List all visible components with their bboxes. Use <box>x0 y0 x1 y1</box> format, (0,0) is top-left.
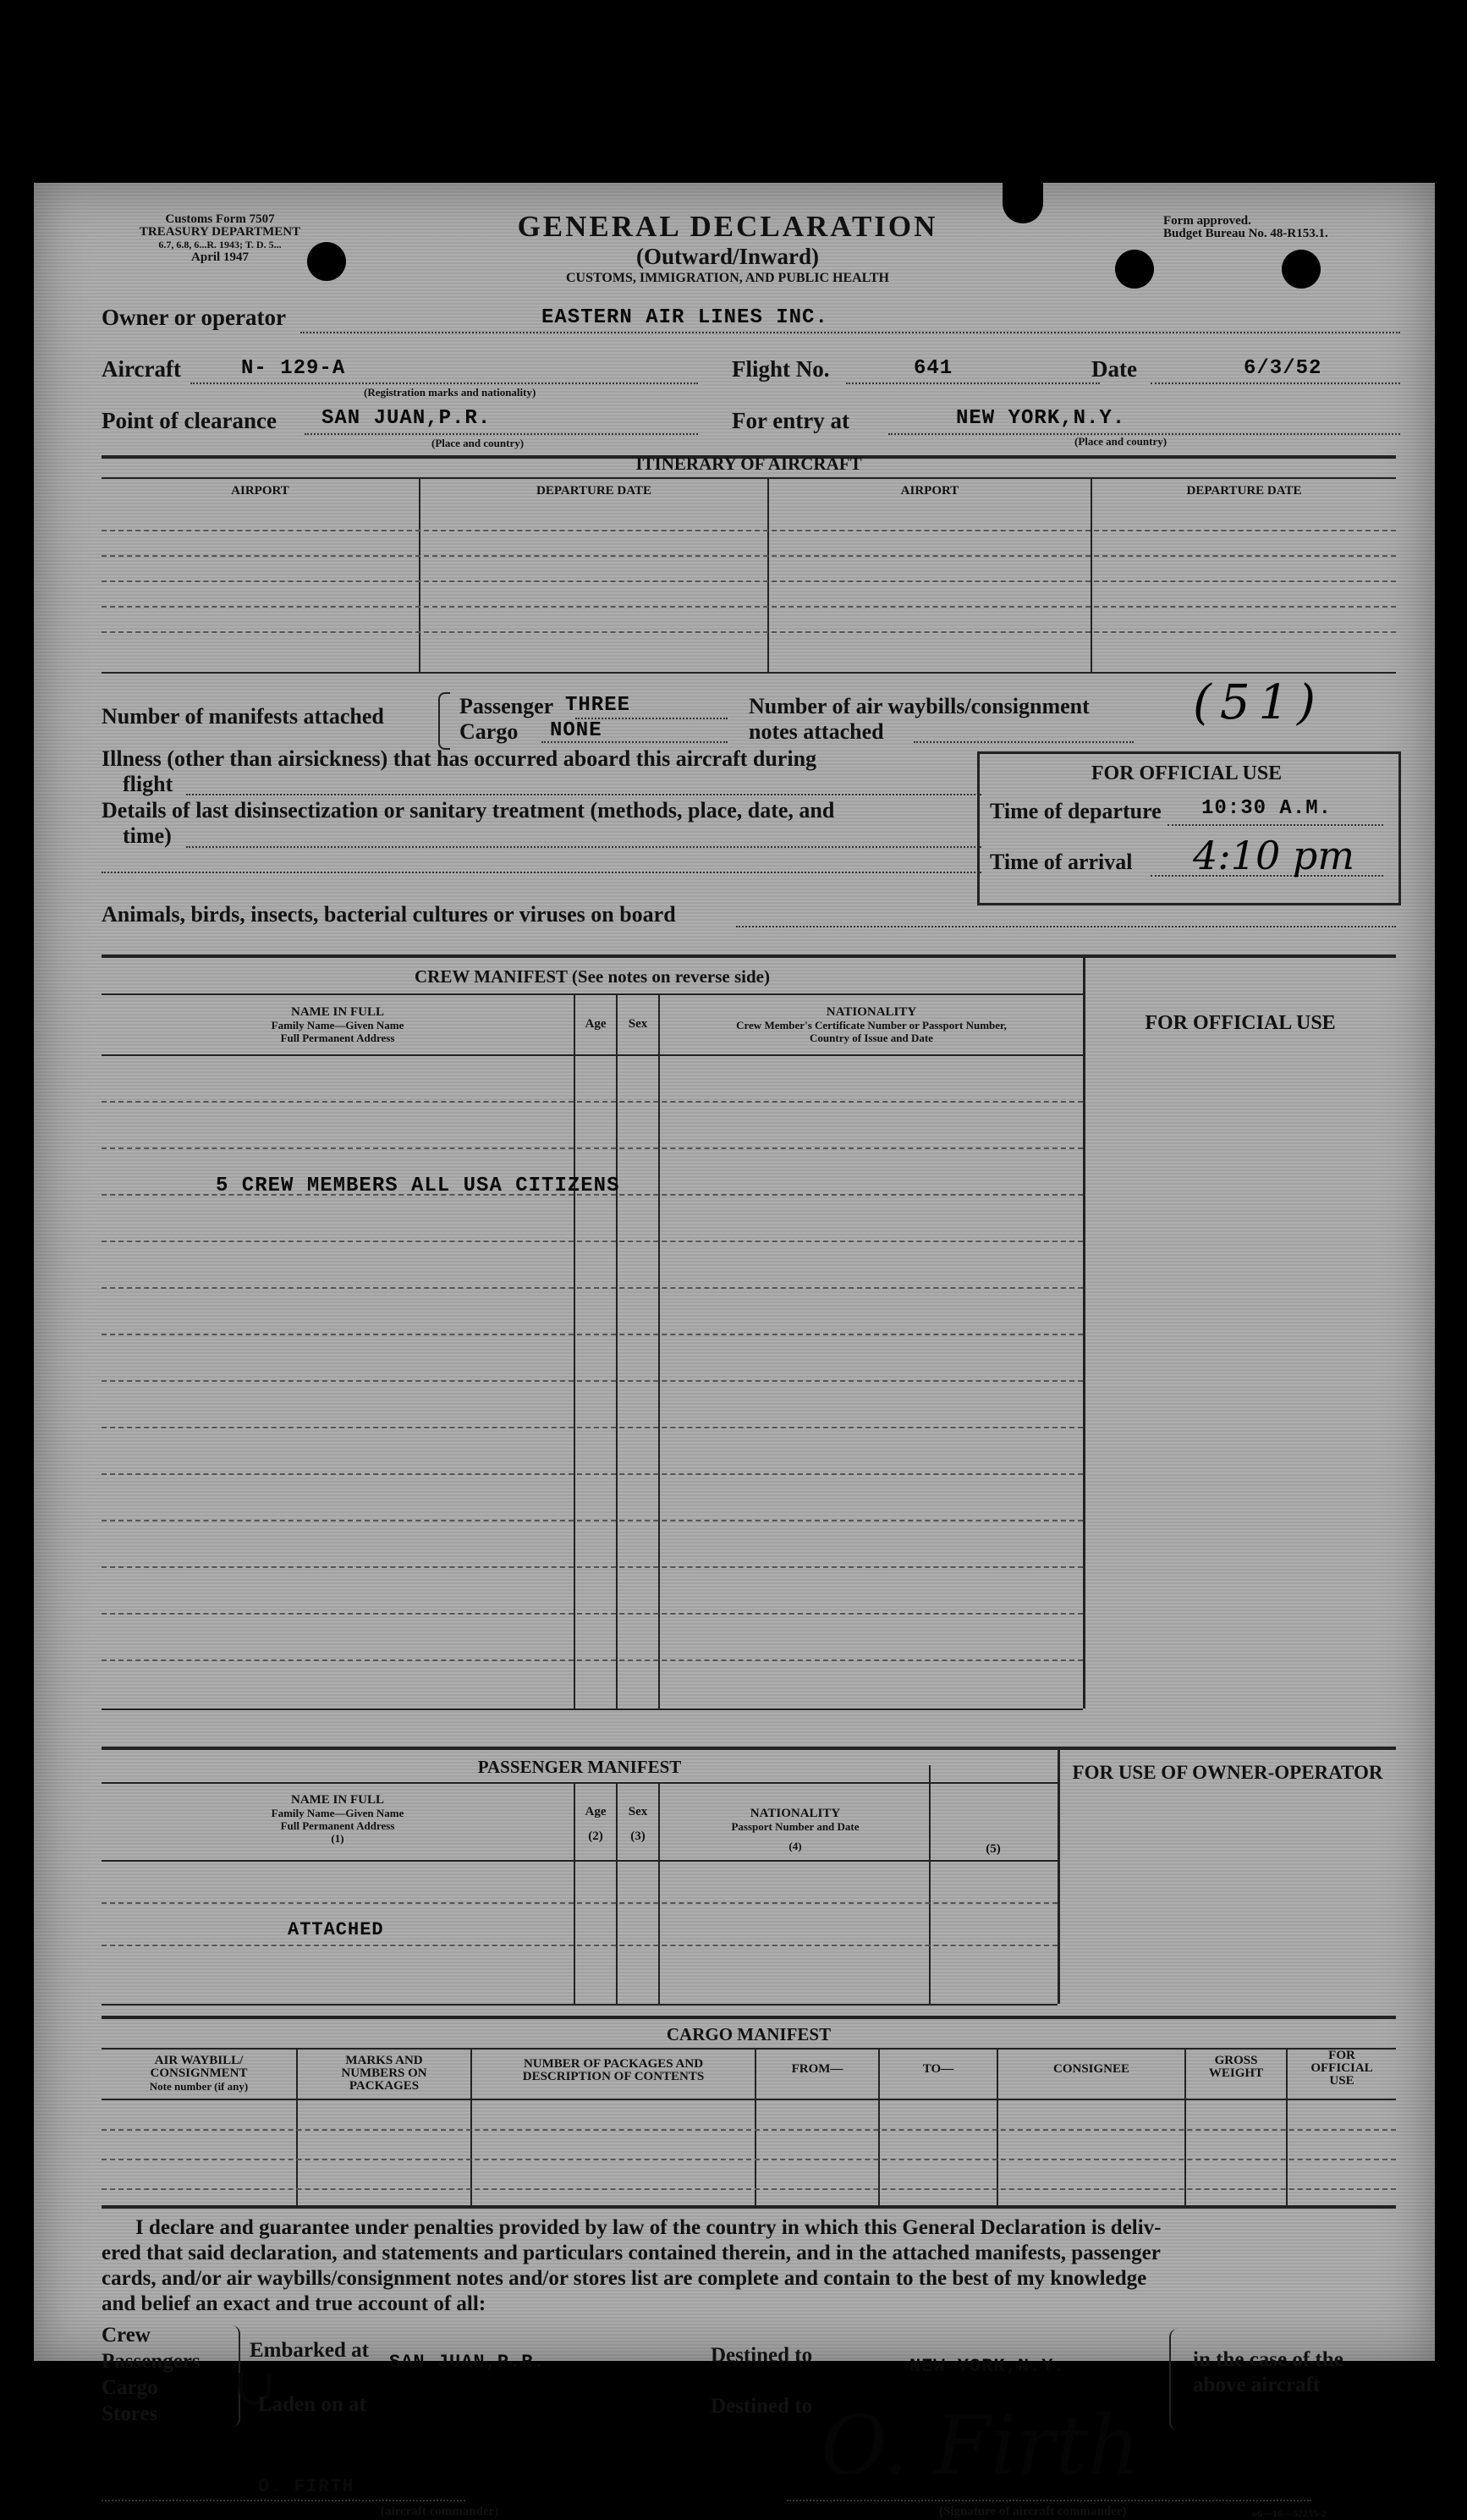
commander-note: (aircraft commander) <box>381 2505 499 2518</box>
embarked-label: Embarked at <box>250 2339 369 2362</box>
cargo-label: Cargo <box>459 719 519 744</box>
passenger-col-age: Age (2) <box>585 1805 607 1843</box>
print-code: o6—16—52255-2 <box>1252 2507 1327 2519</box>
aircraft-label: Aircraft <box>102 356 181 382</box>
itinerary-col-departure-2: DEPARTURE DATE <box>1186 484 1302 498</box>
arrival-label: Time of arrival <box>990 850 1133 874</box>
form-approval: Form approved. Budget Bureau No. 48-R153.1. <box>1163 214 1328 240</box>
cargo-col-marks: MARKS AND NUMBERS ON PACKAGES <box>341 2054 427 2093</box>
crew-col-age: Age <box>585 1017 607 1031</box>
entry-note: (Place and country) <box>1074 435 1168 448</box>
flight-label: Flight No. <box>732 356 830 382</box>
declaration-text: I declare and guarantee under penalties provided by law of the country in which this General Declaration is deliv- ered that said declaration, and statements and particulars contained therein, and in the attached manifests, passenger cards, and/or air waybills/consignment notes and/or stores list are complete and contain to the best of my knowledge and belief an exact and true account of all: <box>102 2216 1162 2315</box>
cargo-col-packages: NUMBER OF PACKAGES AND DESCRIPTION OF CONTENTS <box>522 2057 705 2083</box>
crew-col-nationality: NATIONALITY Crew Member's Certificate Number or Passport Number, Country of Issue and Date <box>736 1005 1007 1044</box>
arrival-value: 4:10 pm <box>1193 833 1354 878</box>
waybills-label: Number of air waybills/consignment <box>749 694 1090 718</box>
declaration-list: Crew Passengers Cargo Stores <box>102 2324 201 2425</box>
destined-label-1: Destined to <box>711 2344 813 2367</box>
case-label: in the case of the above aircraft <box>1193 2348 1343 2396</box>
cargo-value: NONE <box>550 719 602 742</box>
list-check-mark: ∪ <box>234 2358 277 2417</box>
waybills-label-2: notes attached <box>749 719 884 744</box>
aircraft-value: N- 129-A <box>241 357 346 380</box>
cargo-col-to: TO— <box>922 2062 954 2076</box>
waybills-value: (51) <box>1193 675 1324 730</box>
passenger-entry: ATTACHED <box>288 1919 384 1940</box>
commander-name: O. FIRTH <box>258 2476 354 2497</box>
itinerary-col-airport-2: AIRPORT <box>900 484 959 498</box>
entry-label: For entry at <box>732 408 849 433</box>
cargo-manifest-title: CARGO MANIFEST <box>666 2024 832 2044</box>
crew-entry: 5 CREW MEMBERS ALL USA CITIZENS <box>216 1175 620 1197</box>
animals-label: Animals, birds, insects, bacterial cultures or viruses on board <box>102 902 676 927</box>
punch-hole <box>1282 250 1321 289</box>
crew-col-name: NAME IN FULL Family Name—Given Name Full Permanent Address <box>271 1005 404 1044</box>
aircraft-note: (Registration marks and nationality) <box>364 386 536 399</box>
cargo-col-from: FROM— <box>791 2062 843 2076</box>
manifests-brace <box>438 692 450 750</box>
illness-label-2: flight <box>123 772 173 796</box>
page-title: GENERAL DECLARATION <box>517 210 938 243</box>
itinerary-title: ITINERARY OF AIRCRAFT <box>635 454 862 474</box>
date-value: 6/3/52 <box>1244 357 1322 380</box>
flight-value: 641 <box>914 357 953 380</box>
disinsect-label-2: time) <box>123 823 172 848</box>
cargo-col-consignee: CONSIGNEE <box>1052 2062 1130 2076</box>
punch-hole <box>1115 250 1154 289</box>
laden-label: Laden on at <box>258 2393 366 2416</box>
crew-manifest-title: CREW MANIFEST (See notes on reverse side) <box>415 966 770 987</box>
passenger-col-5: (5) <box>986 1842 1001 1856</box>
entry-value: NEW YORK,N.Y. <box>956 407 1126 430</box>
passenger-col-name: NAME IN FULL Family Name—Given Name Full Permanent Address (1) <box>271 1793 404 1845</box>
clearance-value: SAN JUAN,P.R. <box>321 407 492 430</box>
departure-value: 10:30 A.M. <box>1201 797 1332 820</box>
crew-col-sex: Sex <box>628 1017 648 1031</box>
owner-value: EASTERN AIR LINES INC. <box>541 306 828 329</box>
passenger-col-sex: Sex (3) <box>628 1805 648 1843</box>
clearance-label: Point of clearance <box>102 408 277 433</box>
date-label: Date <box>1091 356 1137 382</box>
torn-edge <box>1003 183 1043 223</box>
commander-signature: O. Firth <box>821 2398 1140 2493</box>
manifests-label: Number of manifests attached <box>102 704 384 729</box>
passenger-col-nationality: NATIONALITY Passport Number and Date (4) <box>731 1807 860 1852</box>
page-subtitle: (Outward/Inward) <box>635 244 819 269</box>
case-brace <box>1169 2329 1183 2430</box>
illness-label: Illness (other than airsickness) that has occurred aboard this aircraft during <box>102 746 817 771</box>
destined-label-2: Destined to <box>711 2395 813 2418</box>
form-id: Customs Form 7507 TREASURY DEPARTMENT 6.7, 6.8, 6...R. 1943; T. D. 5... April 1947 <box>139 212 301 264</box>
embarked-value: SAN JUAN,P.R. <box>389 2352 546 2373</box>
passenger-manifest-title: PASSENGER MANIFEST <box>477 1757 682 1777</box>
signature-note: (Signature of aircraft commander) <box>939 2505 1127 2518</box>
clearance-note: (Place and country) <box>431 437 525 449</box>
cargo-col-official: FOR OFFICIAL USE <box>1310 2049 1373 2088</box>
itinerary-col-airport: AIRPORT <box>231 484 289 498</box>
form-sheet <box>34 183 1435 2519</box>
itinerary-col-departure: DEPARTURE DATE <box>536 484 651 498</box>
departure-label: Time of departure <box>990 799 1162 823</box>
owner-label: Owner or operator <box>102 305 286 330</box>
disinsect-label: Details of last disinsectization or sanitary treatment (methods, place, date, and <box>102 798 835 823</box>
crew-official-use: FOR OFFICIAL USE <box>1145 1012 1336 1034</box>
owner-operator-use: FOR USE OF OWNER-OPERATOR <box>1072 1762 1383 1783</box>
passenger-label: Passenger <box>459 694 554 718</box>
cargo-col-weight: GROSS WEIGHT <box>1208 2054 1264 2080</box>
cargo-col-waybill: AIR WAYBILL/ CONSIGNMENT Note number (if any) <box>149 2054 249 2093</box>
passenger-value: THREE <box>565 694 631 717</box>
official-use-title: FOR OFFICIAL USE <box>1091 762 1283 784</box>
destined-value-1: NEW YORK,N.Y. <box>909 2356 1066 2377</box>
agencies-line: CUSTOMS, IMMIGRATION, AND PUBLIC HEALTH <box>566 271 889 285</box>
